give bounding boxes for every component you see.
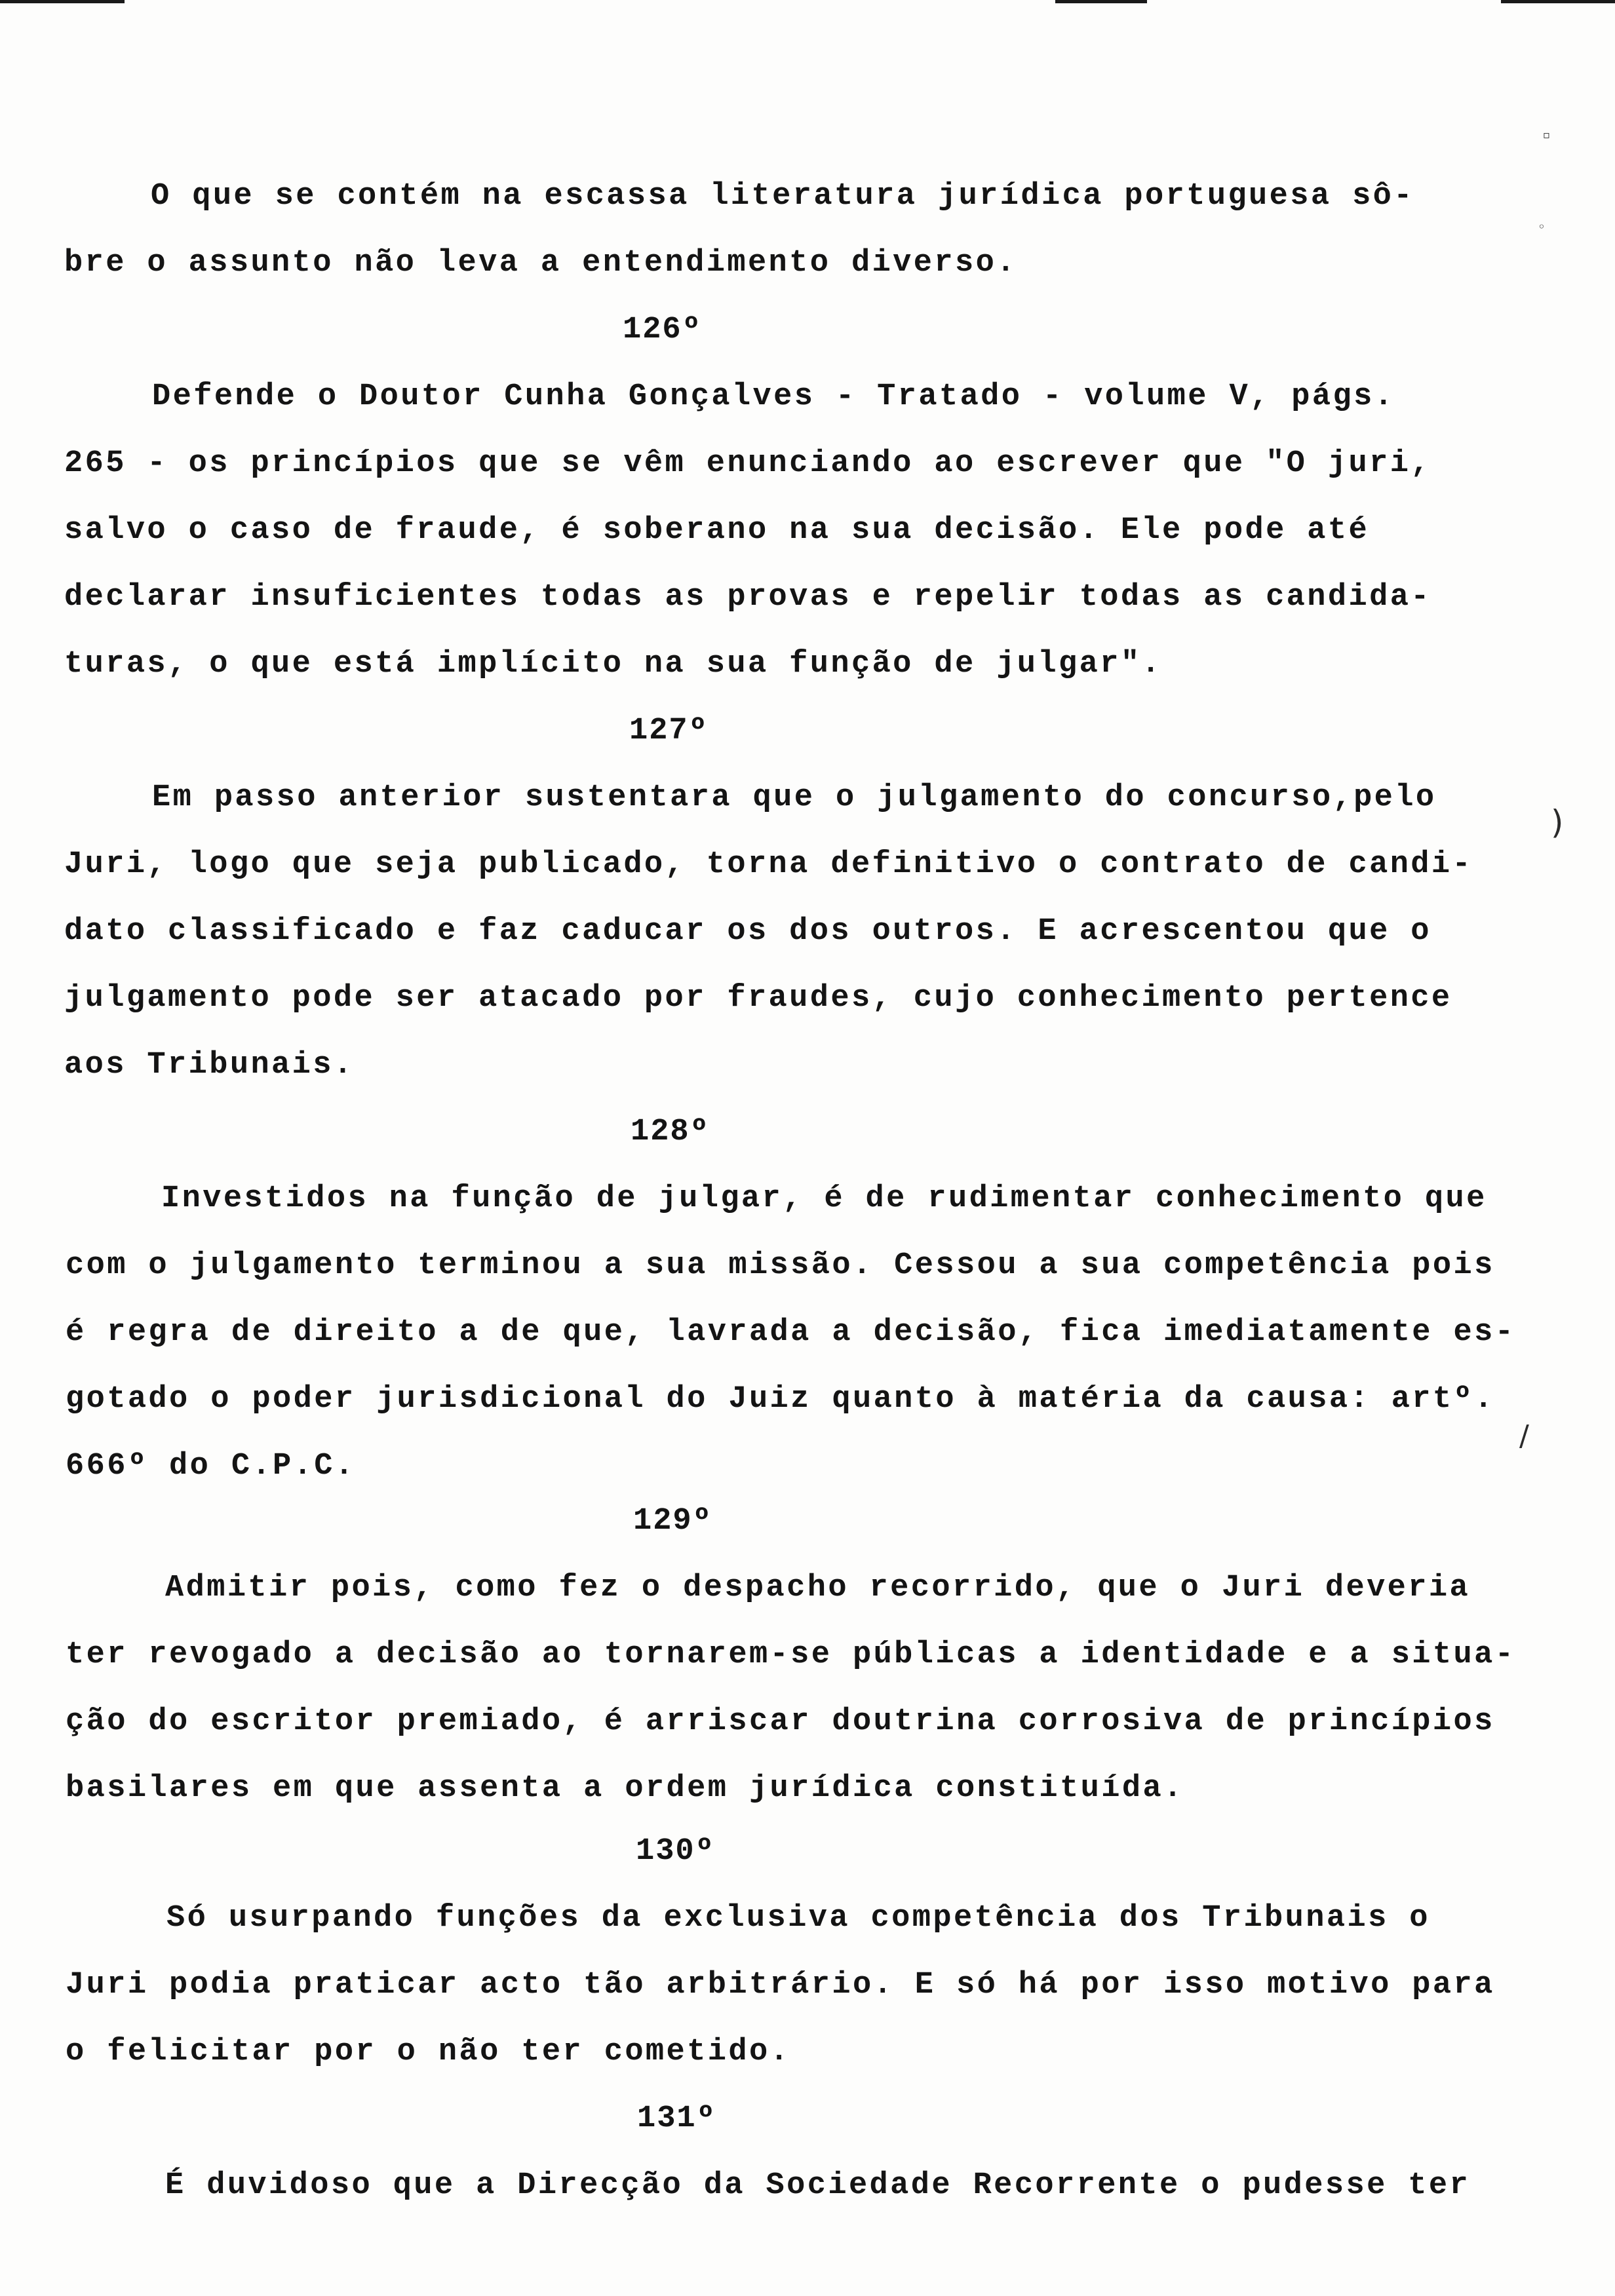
text-line: 666º do C.P.C. xyxy=(66,1449,356,1483)
top-edge-mark-left xyxy=(0,0,125,3)
text-line: dato classificado e faz caducar os dos outros. E acrescentou que o xyxy=(64,914,1431,949)
text-line: salvo o caso de fraude, é soberano na sua decisão. Ele pode até xyxy=(64,513,1370,548)
text-line: declarar insuficientes todas as provas e repelir todas as candida- xyxy=(64,580,1431,615)
text-line: gotado o poder jurisdicional do Juiz quanto à matéria da causa: artº. xyxy=(66,1382,1495,1417)
paragraph-number: 129º xyxy=(633,1504,712,1539)
speck-mark: ▫ xyxy=(1543,128,1550,141)
text-line: o felicitar por o não ter cometido. xyxy=(66,2035,791,2069)
paragraph-number: 127º xyxy=(629,714,709,748)
text-line: Admitir pois, como fez o despacho recorrido, que o Juri deveria xyxy=(165,1571,1471,1605)
speck-mark: ◦ xyxy=(1538,219,1546,235)
margin-mark: / xyxy=(1519,1419,1529,1453)
top-edge-mark-center xyxy=(1055,0,1147,3)
text-line: é regra de direito a de que, lavrada a decisão, fica imediatamente es- xyxy=(66,1315,1516,1350)
text-line: com o julgamento terminou a sua missão. Cessou a sua competência pois xyxy=(66,1248,1495,1283)
text-line: É duvidoso que a Direcção da Sociedade Recorrente o pudesse ter xyxy=(165,2168,1471,2203)
text-line: Juri podia praticar acto tão arbitrário. E só há por isso motivo para xyxy=(66,1968,1495,2002)
text-line: julgamento pode ser atacado por fraudes, cujo conhecimento pertence xyxy=(64,981,1452,1016)
text-line: basilares em que assenta a ordem jurídica constituída. xyxy=(66,1771,1184,1806)
text-line: Investidos na função de julgar, é de rudimentar conhecimento que xyxy=(161,1181,1487,1216)
text-line: turas, o que está implícito na sua função de julgar". xyxy=(64,647,1163,681)
text-line: ção do escritor premiado, é arriscar doutrina corrosiva de princípios xyxy=(66,1704,1495,1739)
text-line: Juri, logo que seja publicado, torna definitivo o contrato de candi- xyxy=(64,847,1473,882)
paragraph-number: 128º xyxy=(631,1115,710,1149)
text-line: O que se contém na escassa literatura jurídica portuguesa sô- xyxy=(151,179,1414,214)
text-line: 265 - os princípios que se vêm enunciando ao escrever que "O juri, xyxy=(64,446,1431,481)
paragraph-number: 131º xyxy=(637,2101,716,2136)
paragraph-number: 130º xyxy=(636,1834,715,1869)
text-line: Defende o Doutor Cunha Gonçalves - Tratado - volume V, págs. xyxy=(152,379,1395,414)
text-line: bre o assunto não leva a entendimento diverso. xyxy=(64,246,1017,280)
top-edge-mark-right xyxy=(1501,0,1615,3)
text-line: aos Tribunais. xyxy=(64,1048,355,1082)
paragraph-number: 126º xyxy=(623,313,702,347)
text-line: Em passo anterior sustentara que o julgamento do concurso,pelo xyxy=(152,780,1437,815)
text-line: ter revogado a decisão ao tornarem-se públicas a identidade e a situa- xyxy=(66,1637,1516,1672)
margin-mark: ) xyxy=(1551,803,1564,841)
text-line: Só usurpando funções da exclusiva competência dos Tribunais o xyxy=(166,1901,1430,1936)
